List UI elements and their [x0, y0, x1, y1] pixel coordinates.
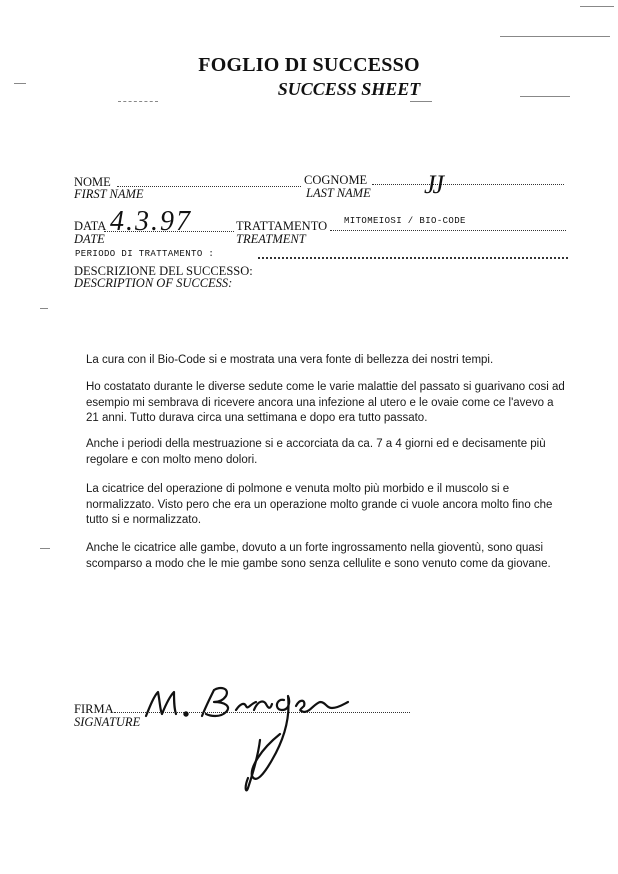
signature-label: FIRMA [74, 702, 114, 716]
paragraph: La cicatrice del operazione di polmone e venuta molto più morbido e il muscolo si e normalizzato. Visto pero che era un operazione molto grande ci vuole ancora molto fino che tutto si e normalizzato. [86, 483, 553, 526]
date-field[interactable] [104, 231, 234, 232]
date-value: 4.3.97 [110, 206, 192, 237]
first-name-label-en: FIRST NAME [74, 187, 144, 201]
treatment-field[interactable] [330, 230, 566, 231]
treatment-label: TRATTAMENTO [236, 219, 328, 233]
paragraph: La cura con il Bio-Code si e mostrata una vera fonte di bellezza dei nostri tempi. [86, 354, 494, 366]
last-name-value: JJ [424, 170, 442, 199]
paragraph: Anche le cicatrice alle gambe, dovuto a un forte ingrossamento nella gioventù, sono quasi scomparso a modo che le mie gambe sono senza cellulite e sono venuto come da giovane. [86, 542, 551, 570]
first-name-label: NOME [74, 175, 111, 189]
date-label-en: DATE [74, 232, 105, 246]
treatment-label-en: TREATMENT [236, 232, 306, 246]
description-label-en: DESCRIPTION OF SUCCESS: [74, 276, 233, 290]
signature-label-en: SIGNATURE [74, 715, 141, 729]
period-label: PERIODO DI TRATTAMENTO : [75, 249, 215, 259]
period-field[interactable] [258, 257, 568, 259]
last-name-label: COGNOME [304, 173, 368, 187]
last-name-label-en: LAST NAME [306, 186, 371, 200]
date-label: DATA [74, 219, 107, 233]
first-name-field[interactable] [117, 186, 301, 187]
handwritten-signature [140, 680, 380, 800]
description-label: DESCRIZIONE DEL SUCCESSO: [74, 264, 253, 278]
paragraph: Anche i periodi della mestruazione si e accorciata da ca. 7 a 4 giorni ed e decisamente più regolare e con molto meno dolori. [86, 438, 546, 466]
page-title: FOGLIO DI SUCCESSO [198, 54, 420, 76]
last-name-field[interactable] [372, 184, 564, 185]
treatment-value: MITOMEIOSI / BIO-CODE [344, 216, 466, 226]
paragraph: Ho costatato durante le diverse sedute come le varie malattie del passato si guarivano cosi ad esempio mi sembrava di ricevere ancora una infezione al utero e le ovaie come ce l'avevo a 21 anni. Tutto durava circa una settimana e dopo era tutto passato. [86, 381, 565, 424]
page-subtitle: SUCCESS SHEET [277, 79, 421, 99]
